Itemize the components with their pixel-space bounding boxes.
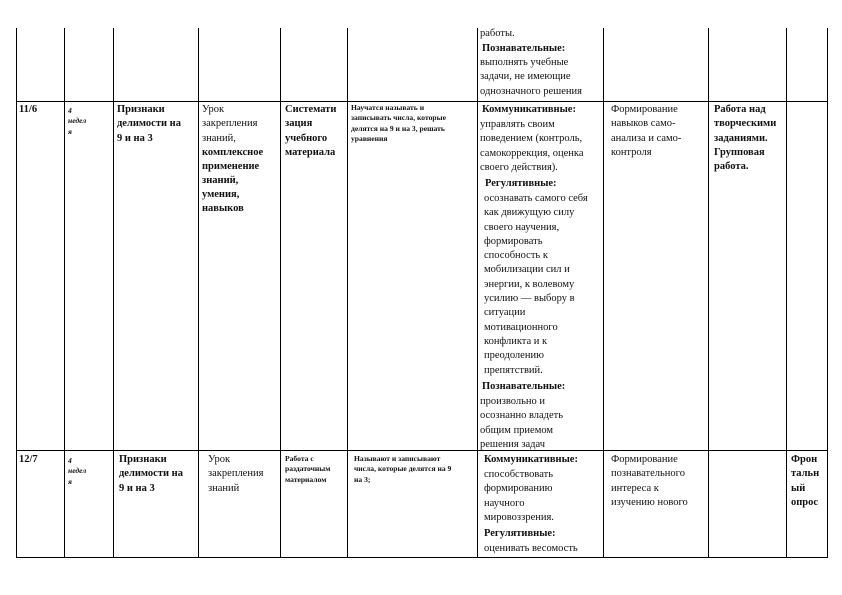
control-form: Фрон тальн ый опрос [791, 454, 820, 508]
lesson-type-detail: комплексное применение знаний, умения, навыков [202, 147, 264, 214]
ud-continuation-text: работы. [480, 28, 515, 39]
row-divider [16, 450, 828, 451]
lesson-week: 4 недел я [68, 456, 87, 486]
ud-regulative-label: Регулятивные: [485, 178, 557, 189]
table-border-left [16, 28, 17, 558]
lesson-number: 12/7 [19, 454, 38, 465]
personal-outcome: Формирование познавательного интереса к изучению нового [611, 454, 688, 508]
column-divider [113, 28, 114, 558]
ud-regulative-text: оценивать весомость [484, 543, 578, 554]
column-divider [280, 28, 281, 558]
activity-type: Работа с раздаточным материалом [285, 454, 331, 484]
table-border-right [827, 28, 828, 558]
ud-communicative-label: Коммуникативные: [484, 454, 578, 465]
ud-cognitive-text: выполнять учебные задачи, не имеющие однозначного решения [480, 57, 582, 97]
ud-cognitive-label: Познавательные: [482, 43, 566, 54]
column-divider [198, 28, 199, 558]
lesson-type: Урок закрепления знаний, [202, 104, 258, 144]
personal-outcome: Формирование навыков само- анализа и само- контроля [611, 104, 682, 158]
ud-communicative-text: управлять своим поведением (контроль, самокоррекция, оценка своего действия). [480, 119, 584, 173]
lesson-topic: Признаки делимости на 9 и на 3 [119, 454, 183, 494]
ud-communicative-label: Коммуникативные: [482, 104, 576, 115]
learning-outcome: Называют и записывают числа, которые делятся на 9 на 3; [354, 454, 452, 484]
lesson-number: 11/6 [19, 104, 38, 115]
column-divider [603, 28, 604, 558]
column-divider [64, 28, 65, 558]
work-form: Работа над творческими заданиями. Групповая работа. [714, 104, 777, 173]
activity-type: Системати зация учебного материала [285, 104, 337, 158]
ud-cognitive-label: Познавательные: [482, 381, 566, 392]
column-divider [708, 28, 709, 558]
ud-communicative-text: способствовать формированию научного мировоззрения. [484, 469, 554, 523]
ud-regulative-label: Регулятивные: [484, 528, 556, 539]
column-divider [786, 28, 787, 558]
table-border-bottom [16, 557, 828, 558]
lesson-topic: Признаки делимости на 9 и на 3 [117, 104, 181, 144]
row-divider [16, 101, 828, 102]
column-divider [477, 28, 478, 558]
learning-outcome: Научатся называть и записывать числа, которые делятся на 9 и на 3, решать уравнения [351, 103, 446, 144]
lesson-type: Урок закрепления знаний [208, 454, 264, 494]
ud-regulative-text: осознавать самого себя как движущую силу своего научения, формировать способность к мобилизации сил и энергии, к волевому усилию — выбору в ситуации мотивационного конфликта и к преодолению препятствий. [484, 193, 588, 376]
ud-cognitive-text: произвольно и осознанно владеть общим приемом решения задач [480, 396, 564, 450]
lesson-week: 4 недел я [68, 106, 87, 136]
column-divider [347, 28, 348, 558]
